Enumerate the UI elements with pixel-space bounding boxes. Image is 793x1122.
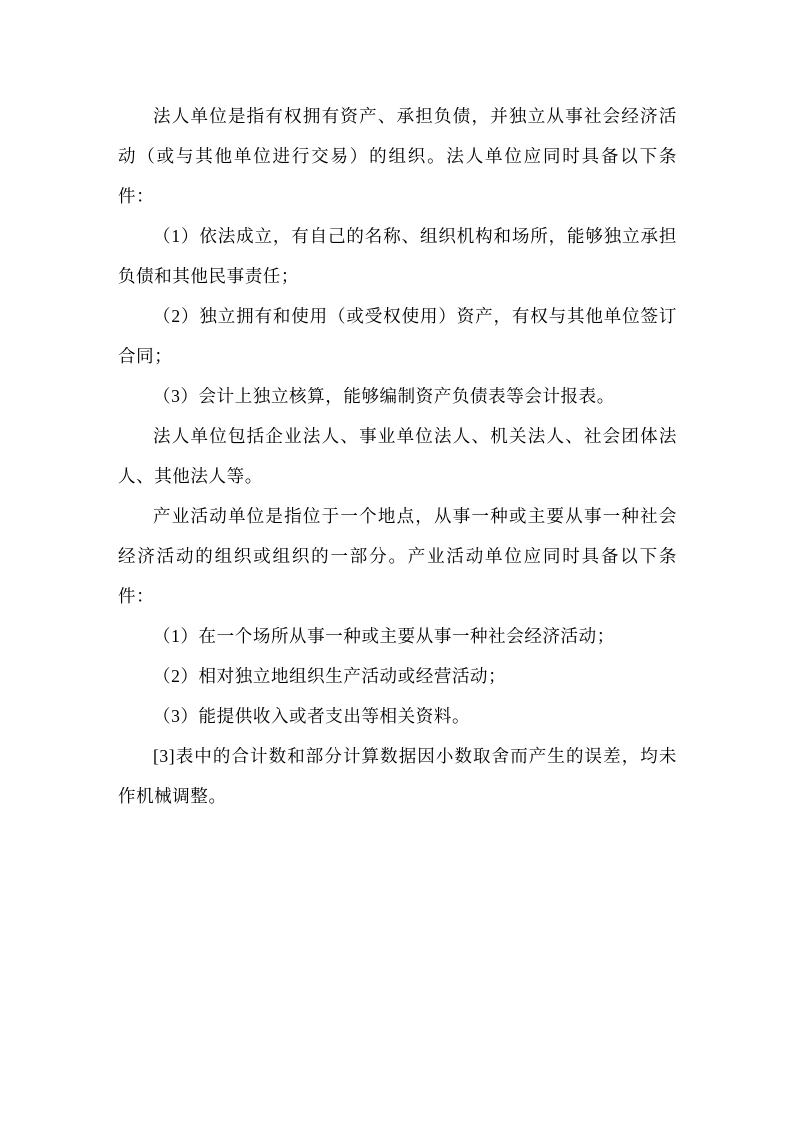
paragraph-legal-entity-definition: 法人单位是指有权拥有资产、承担负债，并独立从事社会经济活动（或与其他单位进行交易）的组织。法人单位应同时具备以下条件： — [118, 106, 677, 206]
paragraph-legal-entity-condition-3: （3）会计上独立核算，能够编制资产负债表等会计报表。 — [153, 386, 615, 406]
paragraph-legal-entity-types: 法人单位包括企业法人、事业单位法人、机关法人、社会团体法人、其他法人等。 — [118, 426, 677, 486]
paragraph-industrial-activity-unit-definition: 产业活动单位是指位于一个地点，从事一种或主要从事一种社会经济活动的组织或组织的一部分。产业活动单位应同时具备以下条件： — [118, 506, 677, 606]
document-body — [118, 96, 677, 816]
paragraph-note-3-rounding: [3]表中的合计数和部分计算数据因小数取舍而产生的误差，均未作机械调整。 — [118, 746, 677, 806]
paragraph-industrial-activity-condition-1: （1）在一个场所从事一种或主要从事一种社会经济活动； — [153, 626, 615, 646]
paragraph-legal-entity-condition-2: （2）独立拥有和使用（或受权使用）资产，有权与其他单位签订合同； — [118, 306, 677, 366]
paragraph-industrial-activity-condition-3: （3）能提供收入或者支出等相关资料。 — [153, 706, 471, 726]
paragraph-legal-entity-condition-1: （1）依法成立，有自己的名称、组织机构和场所，能够独立承担负债和其他民事责任； — [118, 226, 677, 286]
paragraph-industrial-activity-condition-2: （2）相对独立地组织生产活动或经营活动； — [153, 666, 507, 686]
